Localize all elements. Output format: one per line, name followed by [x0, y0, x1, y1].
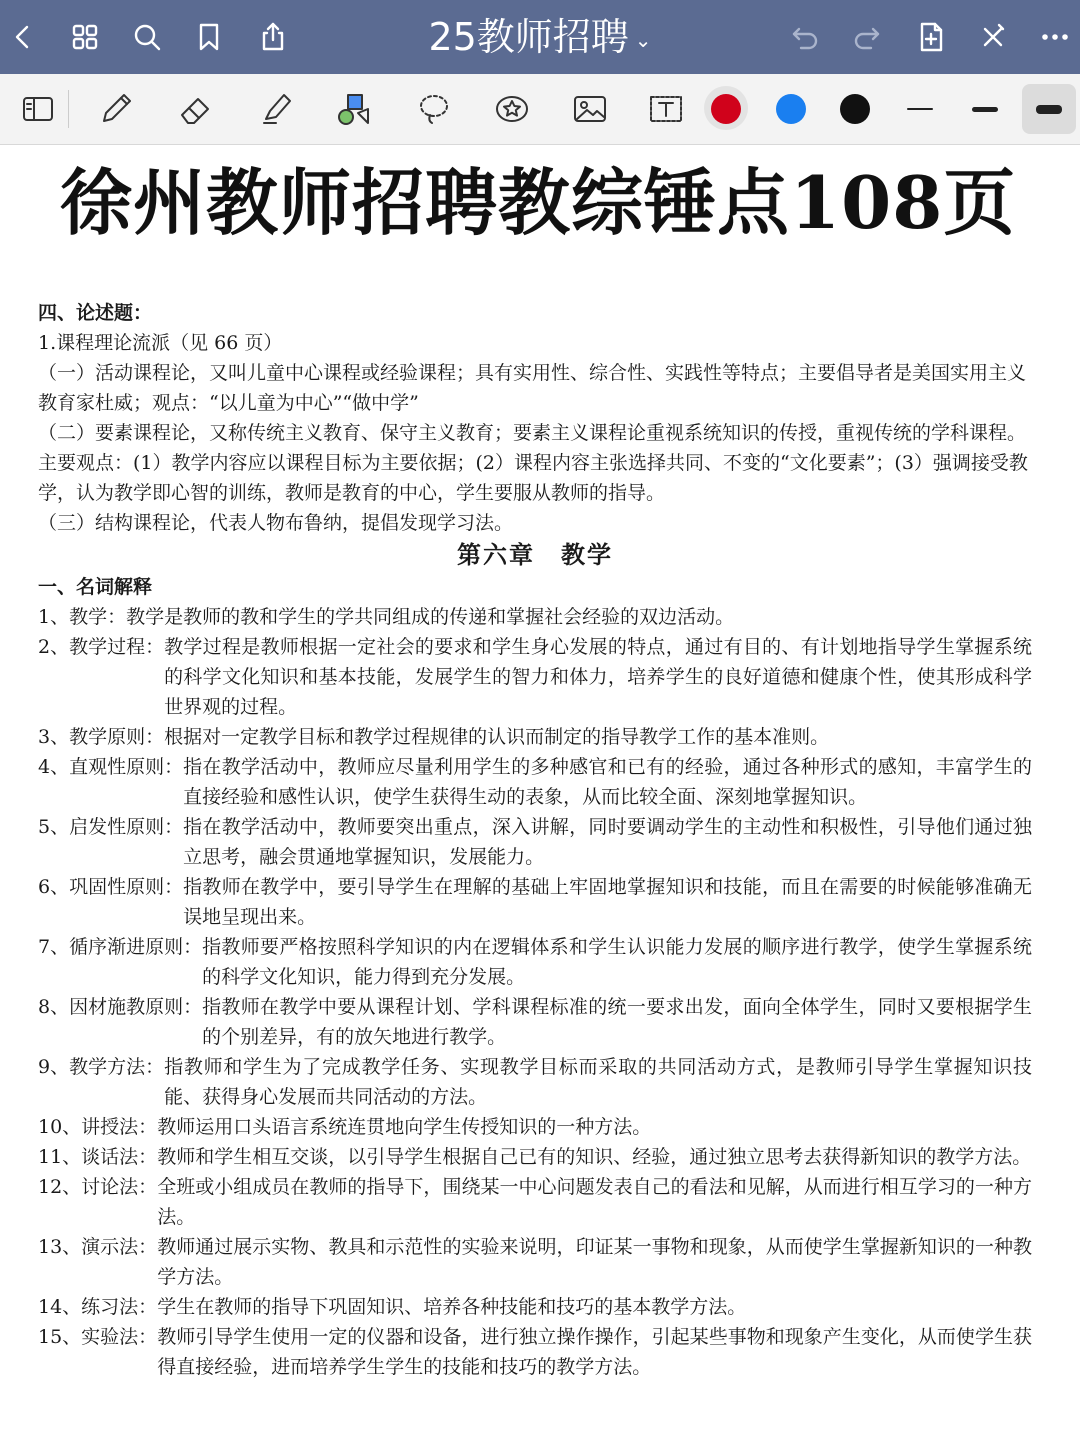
list-item: [38, 1172, 1032, 1232]
list-item: [38, 1322, 1032, 1382]
more-icon[interactable]: [1036, 18, 1074, 56]
lasso-icon[interactable]: [410, 86, 458, 132]
term-label: 12、讨论法：: [38, 1176, 158, 1198]
list-item: [38, 1142, 1032, 1172]
top-navigation-bar: [0, 0, 1080, 74]
chapter-heading: 第六章 教学: [457, 540, 613, 569]
stroke-thin-button[interactable]: [893, 84, 947, 134]
stroke-thick-button[interactable]: [1022, 84, 1076, 134]
toolbar-divider: [68, 90, 69, 128]
term-text: 指在教学活动中，教师要突出重点，深入讲解，同时要调动学生的主动性和积极性，引导他们通过独立思考，融会贯通地掌握知识，发展能力。: [183, 816, 1032, 868]
image-icon[interactable]: [566, 86, 614, 132]
term-text: 指在教学活动中，教师应尽量利用学生的多种感官和已有的经验，通过各种形式的感知，丰富学生的直接经验和感性认识，使学生获得生动的表象，从而比较全面、深刻地掌握知识。: [183, 756, 1032, 808]
redo-icon[interactable]: [848, 18, 886, 56]
pen-icon[interactable]: [92, 86, 140, 132]
term-text: 教学过程是教师根据一定社会的要求和学生身心发展的特点，通过有目的、有计划地指导学生掌握系统的科学文化知识和基本技能，发展学生的智力和体力，培养学生的良好道德和健康个性，使其形成科学世界观的过程。: [164, 636, 1032, 718]
term-label: 13、演示法：: [38, 1236, 158, 1258]
term-text: 教师通过展示实物、教具和示范性的实验来说明，印证某一事物和现象，从而使学生掌握新知识的一种教学方法。: [157, 1236, 1032, 1288]
list-item: [38, 602, 1032, 632]
term-text: 教学是教师的教和学生的学共同组成的传递和掌握社会经验的双边活动。: [126, 606, 735, 628]
term-text: 教师运用口头语言系统连贯地向学生传授知识的一种方法。: [157, 1116, 652, 1138]
highlighter-icon[interactable]: [252, 86, 300, 132]
eraser-icon[interactable]: [172, 86, 220, 132]
term-label: 11、谈话法：: [38, 1146, 158, 1168]
list-item: [38, 632, 1032, 722]
term-label: 15、实验法：: [38, 1326, 158, 1348]
list-item: [38, 1052, 1032, 1112]
document-content: [38, 298, 1032, 1382]
list-item: [38, 812, 1032, 872]
term-list: [38, 602, 1032, 1382]
section-heading: 一、名词解释: [38, 576, 153, 598]
list-item: [38, 1232, 1032, 1292]
page-big-title: 徐州教师招聘教综锤点108页: [60, 160, 1017, 245]
term-label: 6、巩固性原则：: [38, 876, 184, 898]
term-text: 指教师在教学中，要引导学生在理解的基础上牢固地掌握知识和技能，而且在需要的时候能够准确无误地呈现出来。: [183, 876, 1032, 928]
term-label: 10、讲授法：: [38, 1116, 158, 1138]
term-text: 根据对一定教学目标和教学过程规律的认识而制定的指导教学工作的基本准则。: [164, 726, 830, 748]
term-label: 3、教学原则：: [38, 726, 165, 748]
term-label: 2、教学过程：: [38, 636, 165, 658]
term-label: 1、教学：: [38, 606, 127, 628]
text-box-icon[interactable]: [642, 86, 690, 132]
paragraph: （一）活动课程论，又叫儿童中心课程或经验课程；具有实用性、综合性、实践性等特点；主要倡导者是美国实用主义教育家杜威；观点：“以儿童为中心”“做中学”: [38, 362, 1027, 414]
chevron-down-icon: ⌄: [634, 27, 652, 52]
paragraph: （二）要素课程论，又称传统主义教育、保守主义教育；要素主义课程论重视系统知识的传授，重视传统的学科课程。主要观点：(1）教学内容应以课程目标为主要依据；(2）课程内容主张选择共同、不变的“文化要素”；(3）强调接受教学，认为教学即心智的训练，教师是教育的中心，学生要服从教师的指导。: [38, 422, 1028, 504]
paragraph: （三）结构课程论，代表人物布鲁纳，提倡发现学习法。: [38, 512, 514, 534]
close-icon[interactable]: [974, 18, 1012, 56]
document-title-text: 25教师招聘: [428, 15, 629, 59]
term-label: 4、直观性原则：: [38, 756, 184, 778]
list-item: [38, 992, 1032, 1052]
sidebar-icon[interactable]: [14, 86, 62, 132]
section-heading: 四、论述题：: [38, 302, 153, 324]
color-blue-swatch[interactable]: [776, 94, 806, 124]
color-black-swatch[interactable]: [840, 94, 870, 124]
list-item: [38, 752, 1032, 812]
stroke-medium-button[interactable]: [958, 84, 1012, 134]
term-text: 全班或小组成员在教师的指导下，围绕某一中心问题发表自己的看法和见解，从而进行相互学习的一种方法。: [157, 1176, 1032, 1228]
term-text: 教师引导学生使用一定的仪器和设备，进行独立操作操作，引起某些事物和现象产生变化，从而使学生获得直接经验，进而培养学生学生的技能和技巧的教学方法。: [157, 1326, 1032, 1378]
list-item: [38, 872, 1032, 932]
term-text: 指教师要严格按照科学知识的内在逻辑体系和学生认识能力发展的顺序进行教学，使学生掌握系统的科学文化知识，能力得到充分发展。: [202, 936, 1032, 988]
add-page-icon[interactable]: [912, 18, 950, 56]
list-item: [38, 932, 1032, 992]
paragraph: 1.课程理论流派（见 66 页）: [38, 332, 283, 354]
color-red-swatch[interactable]: [711, 94, 741, 124]
term-label: 8、因材施教原则：: [38, 996, 203, 1018]
term-text: 学生在教师的指导下巩固知识、培养各种技能和技巧的基本教学方法。: [157, 1296, 747, 1318]
shapes-icon[interactable]: [330, 86, 378, 132]
term-label: 7、循序渐进原则：: [38, 936, 203, 958]
list-item: [38, 722, 1032, 752]
term-text: 教师和学生相互交谈，以引导学生根据自己已有的知识、经验，通过独立思考去获得新知识的教学方法。: [157, 1146, 1032, 1168]
term-text: 指教师在教学中要从课程计划、学科课程标准的统一要求出发，面向全体学生，同时又要根据学生的个别差异，有的放矢地进行教学。: [202, 996, 1032, 1048]
list-item: [38, 1292, 1032, 1322]
undo-icon[interactable]: [786, 18, 824, 56]
list-item: [38, 1112, 1032, 1142]
term-text: 指教师和学生为了完成教学任务、实现教学目标而采取的共同活动方式，是教师引导学生掌握知识技能、获得身心发展而共同活动的方法。: [164, 1056, 1032, 1108]
term-label: 5、启发性原则：: [38, 816, 184, 838]
sticker-icon[interactable]: [488, 86, 536, 132]
term-label: 9、教学方法：: [38, 1056, 165, 1078]
term-label: 14、练习法：: [38, 1296, 158, 1318]
